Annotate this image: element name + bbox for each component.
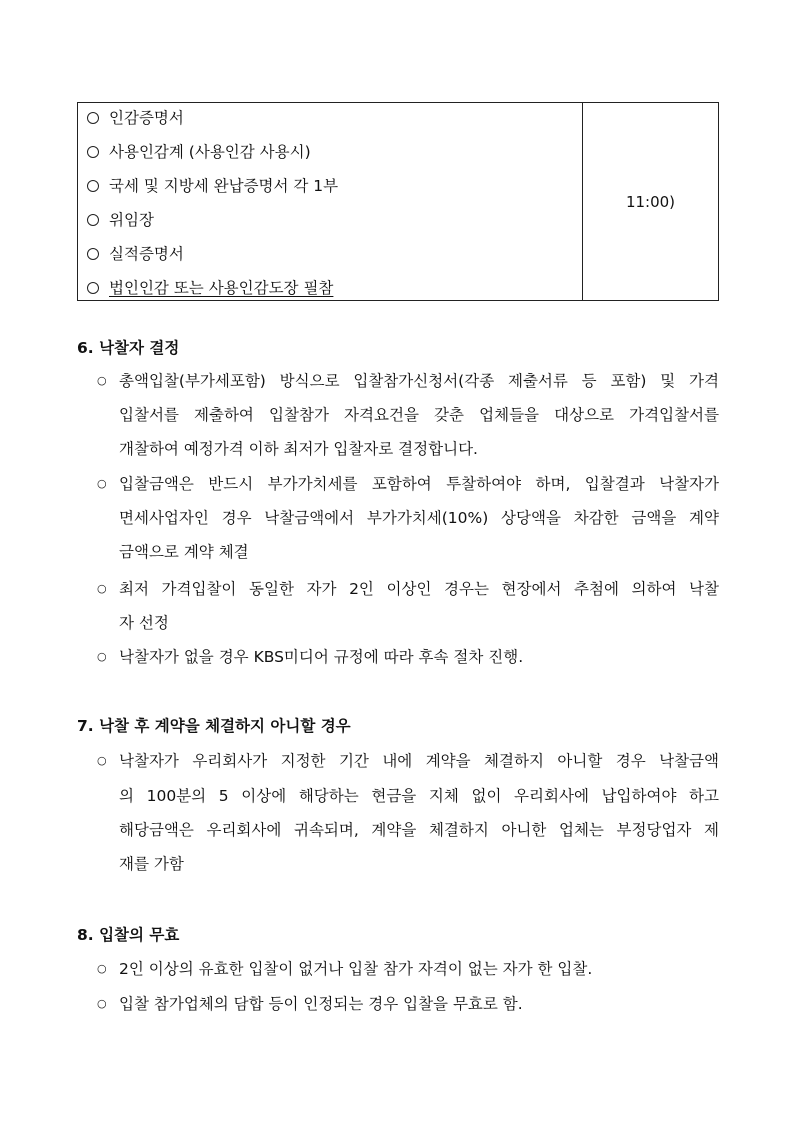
text-line: 2인 이상의 유효한 입찰이 없거나 입찰 참가 자격이 없는 자가 한 입찰. <box>119 960 593 978</box>
section-heading: 7. 낙찰 후 계약을 체결하지 아니할 경우 <box>77 717 351 735</box>
text-line: 해당금액은 우리회사에 귀속되며, 계약을 체결하지 아니한 업체는 부정당업자 제 <box>119 821 719 839</box>
circle-icon <box>87 146 99 158</box>
text-line: 낙찰자가 우리회사가 지정한 기간 내에 계약을 체결하지 아니할 경우 낙찰금액 <box>119 752 719 770</box>
text-line: 입찰 참가업체의 담합 등이 인정되는 경우 입찰을 무효로 함. <box>119 995 523 1013</box>
bullet-icon: ○ <box>97 582 107 595</box>
document-table <box>77 102 719 301</box>
text-line: 개찰하여 예정가격 이하 최저가 입찰자로 결정합니다. <box>119 440 478 458</box>
table-left-cell <box>78 103 583 300</box>
table-item: 국세 및 지방세 완납증명서 각 1부 <box>87 175 338 197</box>
table-item: 실적증명서 <box>87 243 184 265</box>
circle-icon <box>87 180 99 192</box>
table-item: 법인인감 또는 사용인감도장 필참 <box>87 277 333 299</box>
circle-icon <box>87 214 99 226</box>
table-item: 인감증명서 <box>87 107 184 129</box>
text-line: 입찰서를 제출하여 입찰참가 자격요건을 갖춘 업체들을 대상으로 가격입찰서를 <box>119 406 719 424</box>
table-item: 위임장 <box>87 209 154 231</box>
bullet-icon: ○ <box>97 477 107 490</box>
text-line: 총액입찰(부가세포함) 방식으로 입찰참가신청서(각종 제출서류 등 포함) 및 가격 <box>119 372 719 390</box>
text-line: 낙찰자가 없을 경우 KBS미디어 규정에 따라 후속 절차 진행. <box>119 648 524 666</box>
circle-icon <box>87 282 99 294</box>
bullet-icon: ○ <box>97 962 107 975</box>
bullet-icon: ○ <box>97 997 107 1010</box>
bullet-icon: ○ <box>97 754 107 767</box>
circle-icon <box>87 248 99 260</box>
table-item: 사용인감계 (사용인감 사용시) <box>87 141 311 163</box>
text-line: 재를 가함 <box>119 855 184 873</box>
section-heading: 8. 입찰의 무효 <box>77 926 180 944</box>
section-heading: 6. 낙찰자 결정 <box>77 339 180 357</box>
text-line: 자 선정 <box>119 614 169 632</box>
table-right-cell: 11:00) <box>625 192 676 211</box>
text-line: 금액으로 계약 체결 <box>119 543 249 561</box>
text-line: 면세사업자인 경우 낙찰금액에서 부가가치세(10%) 상당액을 차감한 금액을 계약 <box>119 509 719 527</box>
text-line: 의 100분의 5 이상에 해당하는 현금을 지체 없이 우리회사에 납입하여야 하고 <box>119 787 719 805</box>
bullet-icon: ○ <box>97 374 107 387</box>
text-line: 최저 가격입찰이 동일한 자가 2인 이상인 경우는 현장에서 추첨에 의하여 낙찰 <box>119 580 719 598</box>
circle-icon <box>87 112 99 124</box>
text-line: 입찰금액은 반드시 부가가치세를 포함하여 투찰하여야 하며, 입찰결과 낙찰자가 <box>119 475 719 493</box>
bullet-icon: ○ <box>97 650 107 663</box>
